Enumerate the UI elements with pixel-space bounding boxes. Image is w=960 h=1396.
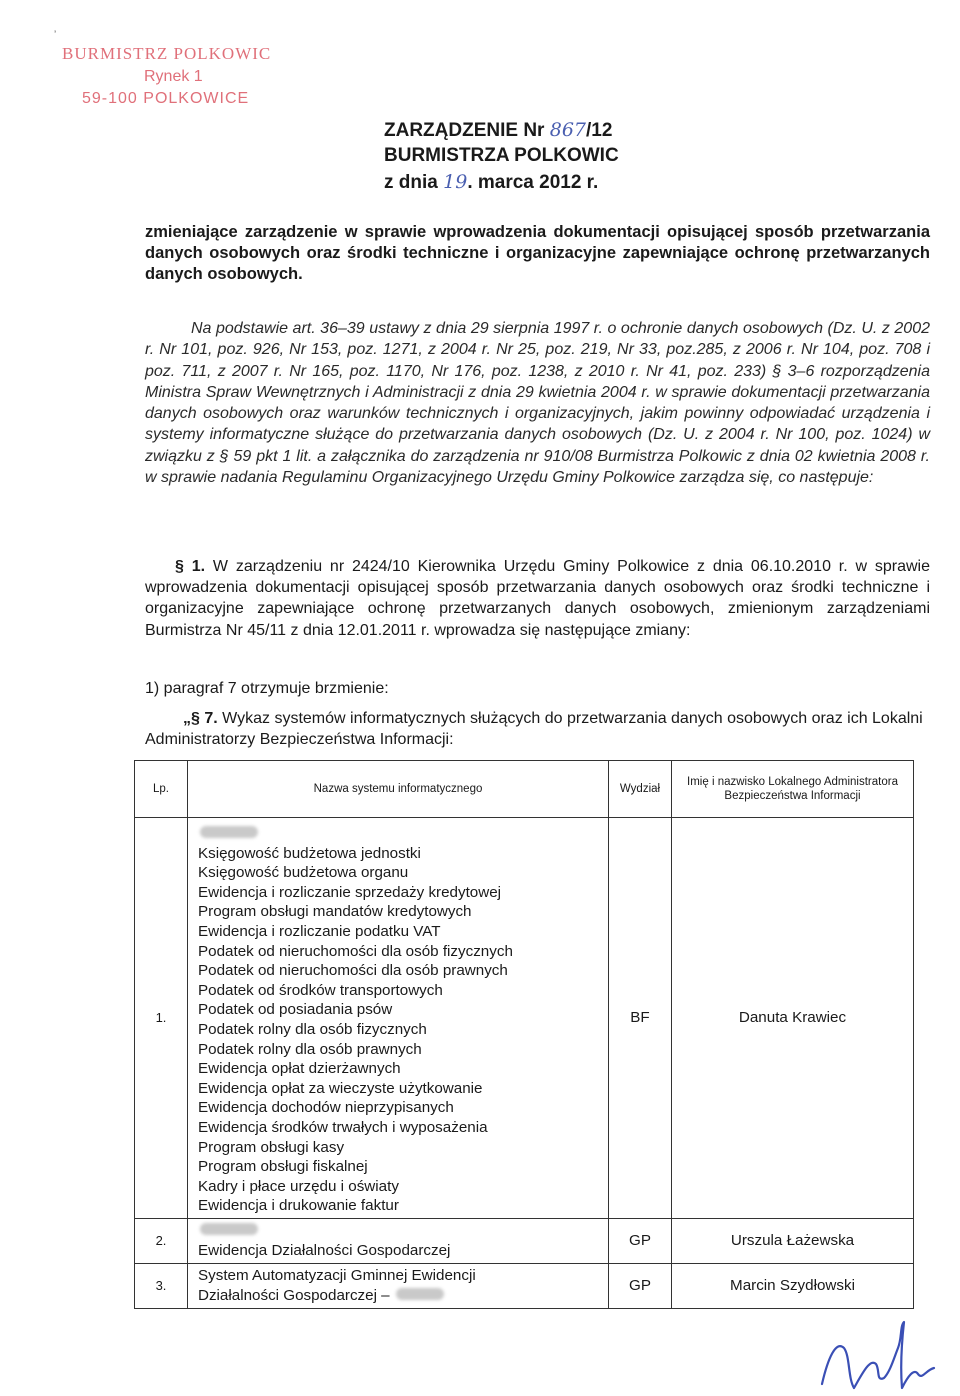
row-2-department: GP <box>609 1218 672 1263</box>
document-subject: zmieniające zarządzenie w sprawie wprowadzenia dokumentacji opisującej sposób przetwarzania danych osobowych oraz środki techniczne i organizacyjne zapewniające ochronę przetwarzanych danych osobowych. <box>145 223 930 283</box>
date-suffix: . marca 2012 r. <box>467 172 599 193</box>
header-lp: Lp. <box>135 761 188 818</box>
number-suffix: /12 <box>586 120 613 141</box>
paragraph-7-label: „§ 7. <box>183 710 218 727</box>
row-3-lp: 3. <box>135 1263 188 1308</box>
list-item: Podatek rolny dla osób prawnych <box>198 1040 422 1058</box>
row-3-system-line-2-wrap <box>198 1286 608 1306</box>
row-2-lp: 2. <box>135 1218 188 1263</box>
list-item: Program obsługi kasy <box>198 1138 345 1156</box>
redacted-field <box>198 1221 608 1241</box>
list-item: Podatek od nieruchomości dla osób prawnych <box>198 962 508 980</box>
row-3-department: GP <box>609 1263 672 1308</box>
date-prefix: z dnia <box>384 172 444 193</box>
list-item: Program obsługi mandatów kredytowych <box>198 903 472 921</box>
row-1-department: BF <box>609 818 672 1219</box>
list-item: Księgowość budżetowa organu <box>198 864 409 882</box>
list-item: Ewidencja i drukowanie faktur <box>198 1197 399 1215</box>
handwritten-day: 19 <box>443 171 468 193</box>
list-item: Ewidencja i rozliczanie sprzedaży kredytowej <box>198 883 502 901</box>
systems-list <box>188 818 608 1218</box>
redacted-field <box>198 824 608 844</box>
redacted-field <box>396 1288 444 1300</box>
list-item: Podatek od środków transportowych <box>198 981 443 999</box>
row-3-system-line-2: Działalności Gospodarczej – <box>198 1286 390 1304</box>
document-number <box>384 118 684 143</box>
list-item: Ewidencja i rozliczanie podatku VAT <box>198 922 441 940</box>
paragraph-1-text: W zarządzeniu nr 2424/10 Kierownika Urzędu Gminy Polkowice z dnia 06.10.2010 r. w sprawie wprowadzenia dokumentacji opisującej sposób przetwarzania danych osobowych oraz środki techniczne i organizacyjne zapewniające ochronę przetwarzanych danych osobowych, zmienionym zarządzeniami Burmistrza Nr 45/11 z dnia 12.01.2011 r. wprowadza się następujące zmiany: <box>145 558 931 639</box>
row-1-administrator: Danuta Krawiec <box>672 818 914 1219</box>
row-3-administrator: Marcin Szydłowski <box>672 1263 914 1308</box>
stamp-line-3: 59-100 POLKOWICE <box>82 90 250 107</box>
row-3-system-line-1: System Automatyzacji Gminnej Ewidencji <box>198 1266 476 1284</box>
row-2-system <box>188 1218 609 1263</box>
legal-basis: Na podstawie art. 36–39 ustawy z dnia 29 sierpnia 1997 r. o ochronie danych osobowych (Dz. U. z 2002 r. Nr 101, poz. 926, Nr 153, poz. 1271, z 2004 r. Nr 25, poz. 219, Nr 33, poz.285, z 2006 r. Nr 104, poz. 708 i poz. 711, z 2007 r. Nr 165, poz. 1170, Nr 176, poz. 1238, z 2010 r. Nr 41, poz. 233) § 3–6 rozporządzenia Ministra Spraw Wewnętrznych i Administracji z dnia 29 kwietnia 2004 r. w sprawie dokumentacji przetwarzania danych osobowych oraz warunków technicznych i organizacyjnych, jakim powinny odpowiadać urządzenia i systemy informatyczne służące do przetwarzania danych osobowych (Dz. U. z 2004 r. Nr 100, poz. 1024) w związku z § 59 pkt 1 lit. a załącznika do zarządzenia nr 910/08 Burmistrza Polkowic z dnia 02 kwietnia 2008 r. w sprawie nadania Regulaminu Organizacyjnego Urzędu Gminy Polkowice zarządza się, co następuje: <box>145 320 930 487</box>
list-item: Ewidencja opłat dzierżawnych <box>198 1060 401 1078</box>
quoted-paragraph-7 <box>145 708 930 750</box>
row-3-system <box>188 1263 609 1308</box>
header-system-name: Nazwa systemu informatycznego <box>188 761 609 818</box>
table-row <box>135 818 914 1219</box>
row-1-systems <box>188 818 609 1219</box>
systems-table <box>134 760 914 1309</box>
list-item: Księgowość budżetowa jednostki <box>198 844 421 862</box>
table-row <box>135 1263 914 1308</box>
table-row <box>135 1218 914 1263</box>
row-1-lp: 1. <box>135 818 188 1219</box>
handwritten-number: 867 <box>549 119 586 141</box>
paragraph-7-text: Wykaz systemów informatycznych służących do przetwarzania danych osobowych oraz ich Lokalni Administratorzy Bezpieczeństwa Informacji: <box>145 710 923 748</box>
change-item-1: 1) paragraf 7 otrzymuje brzmienie: <box>145 680 389 697</box>
stamp-mark: ʼ <box>54 30 57 41</box>
issuer-title: BURMISTRZA POLKOWIC <box>384 145 619 166</box>
header-department: Wydział <box>609 761 672 818</box>
list-item: Podatek od posiadania psów <box>198 1001 393 1019</box>
table-header-row <box>135 761 914 818</box>
handwritten-signature <box>818 1318 938 1396</box>
stamp-line-2: Rynek 1 <box>144 68 203 85</box>
list-item: Kadry i płace urzędu i oświaty <box>198 1177 399 1195</box>
list-item: Program obsługi fiskalnej <box>198 1158 368 1176</box>
paragraph-1-label: § 1. <box>175 558 206 575</box>
row-2-administrator: Urszula Łażewska <box>672 1218 914 1263</box>
number-prefix: ZARZĄDZENIE Nr <box>384 120 550 141</box>
list-item: Ewidencja środków trwałych i wyposażenia <box>198 1118 488 1136</box>
list-item: Ewidencja opłat za wieczyste użytkowanie <box>198 1079 483 1097</box>
list-item: Ewidencja dochodów nieprzypisanych <box>198 1099 454 1117</box>
row-2-system-name: Ewidencja Działalności Gospodarczej <box>198 1241 451 1259</box>
list-item: Podatek rolny dla osób fizycznych <box>198 1020 427 1038</box>
list-item: Podatek od nieruchomości dla osób fizycznych <box>198 942 513 960</box>
stamp-line-1: BURMISTRZ POLKOWIC <box>62 44 272 63</box>
document-date <box>384 170 684 195</box>
header-administrator: Imię i nazwisko Lokalnego Administratora Bezpieczeństwa Informacji <box>672 761 914 818</box>
paragraph-1 <box>145 556 930 641</box>
